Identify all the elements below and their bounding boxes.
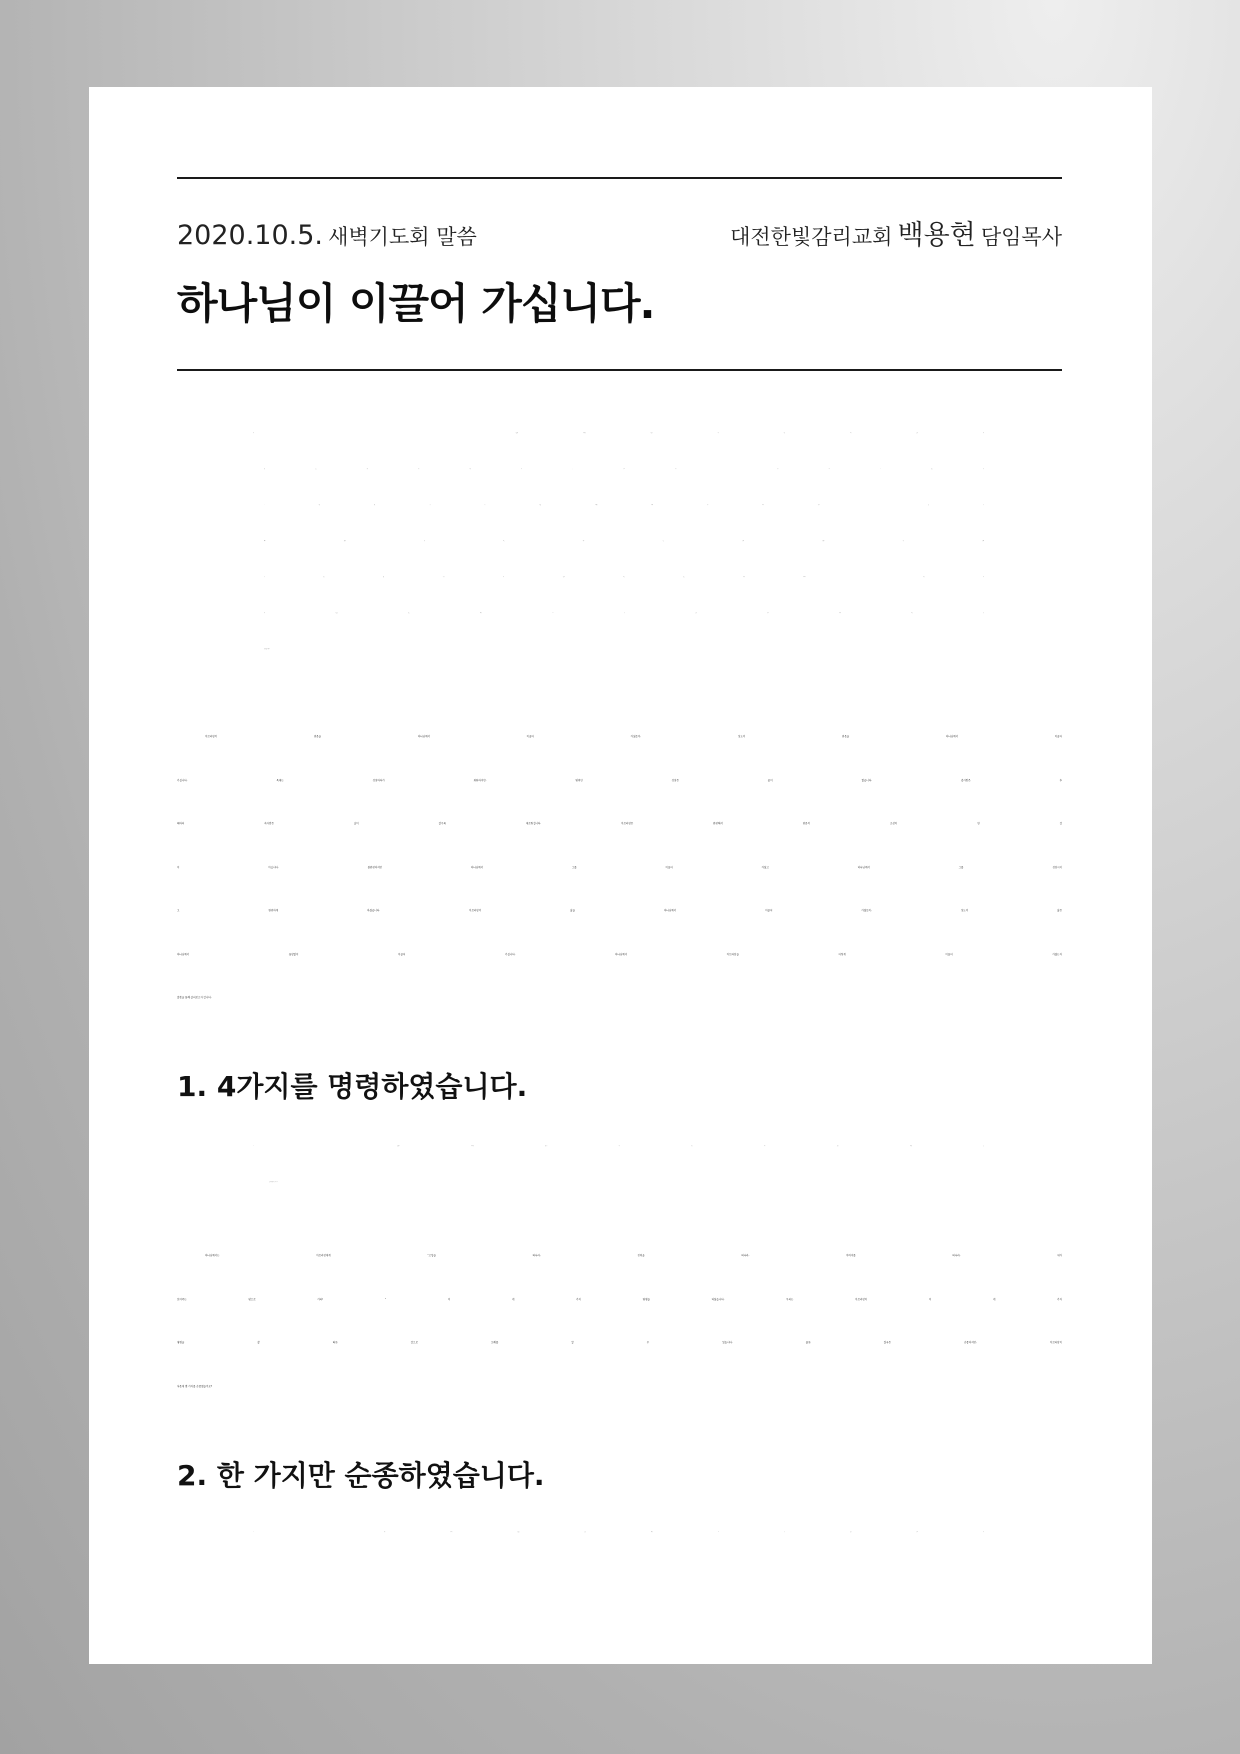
body-paragraph [177,1234,1062,1408]
scripture-line [253,451,984,487]
sermon-header [177,216,1062,256]
church-name: 대전한빛감리교회 [730,225,893,249]
paragraph-line: 보여주는 땅으로 가라! ” 이 네 가지 명령을 하셨습니다. 우리는 아브라함이 이 네 가지 [177,1297,1062,1301]
paragraph-line: 처음에 몇 가지를 순종했을까요? [177,1384,213,1388]
scripture-line [253,415,984,451]
paragraph-line: 고 완전하게 하셨습니다. 아브라함의 삶을 하나님께서 이끌어 가셨듯이, 성도의 삶은 [177,909,1062,912]
sermon-title: 하나님이 이끌어 가십니다. [177,279,655,328]
paragraph-line: 가십니다. 육체는 성장하다가 퇴화하지만, 영적인 성장은 끝이 없습니다. 겉사람은 후 [177,778,1062,782]
pastor-name: 백용현 [897,220,976,251]
scripture-passage [253,415,984,667]
service-name: 새벽기도회 말씀 [328,225,477,249]
paragraph-line: 말씀을 통해 살펴보고자 합니다. [177,996,212,999]
section-heading: 1. 4가지를 명령하였습니다. [177,1070,528,1103]
scripture-line [253,1128,984,1164]
title-divider [177,369,1062,371]
scripture-line [253,487,984,523]
scripture-line [253,1164,984,1200]
body-paragraph [177,715,1062,1020]
sermon-info [177,216,477,259]
paragraph-line: 이 아닙니다. 불완전하지만 하나님께서 그를 이끌어 가셨고 하나님께서 그를 성장시키 [177,865,1062,869]
scripture-line [253,523,984,559]
paragraph-line: 하나님께서는 아브라함에게 “고향을 떠나라, 친척을 떠나라, 아버지를 떠나라, 내가 [205,1254,1062,1257]
pastor-title: 담임목사 [980,225,1062,249]
paragraph-line: 하나님께서 끊임없이 이끌어 가십니다. 하나님께서 아브라함을 어떻게 이끌어 가셨는지 [177,952,1062,956]
document-page [89,87,1152,1664]
sermon-date: 2020.10.5. [177,220,323,251]
scripture-line [253,1514,984,1550]
scripture-line [253,559,984,595]
scripture-line [253,631,984,667]
paragraph-line: 아브라함의 믿음을 하나님께서 이끌어 가셨듯이, 성도의 믿음을 하나님께서 이끌어 [205,735,1062,738]
top-divider [177,177,1062,179]
section-heading: 2. 한 가지만 순종하였습니다. [177,1459,545,1492]
paragraph-line: 명령을 잘 따른 것으로 오해를 할 수 있습니다. 물론 결국은 순종하지만, 아브라함이 [177,1341,1062,1344]
preacher-info [730,216,1062,259]
paragraph-line: 패하되 속사람은 날이 갈수록 새로워집니다. 아브라함은 완전해서 믿음의 조상이 된 것 [177,822,1062,825]
scripture-passage [253,1128,984,1200]
scripture-line [253,595,984,631]
scripture-passage [253,1514,984,1550]
